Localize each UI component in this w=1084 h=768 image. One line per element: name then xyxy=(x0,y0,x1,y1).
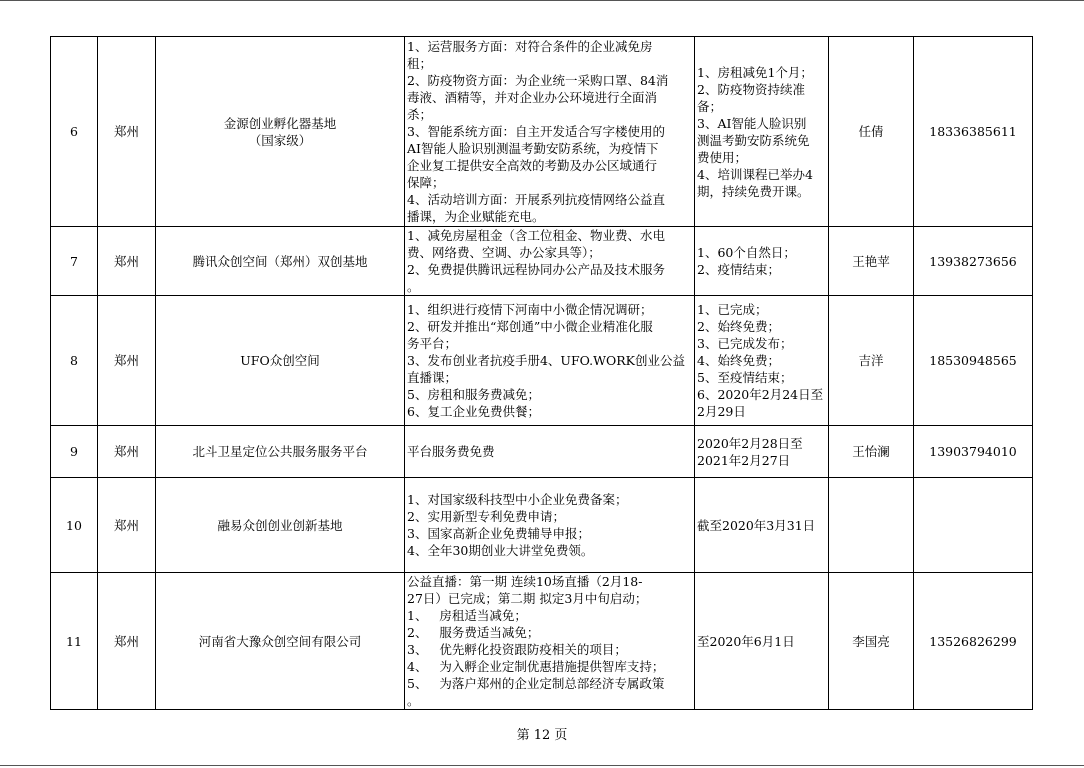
row-measures-cell xyxy=(405,478,695,573)
row-contact: 吉洋 xyxy=(829,296,914,426)
row-period-cell xyxy=(695,426,829,478)
row-phone: 13526826299 xyxy=(914,573,1033,710)
row-period: 截至2020年3月31日 xyxy=(697,517,816,533)
row-measures: 平台服务费免费 xyxy=(407,444,495,459)
row-period: 1、60个自然日； 2、疫情结束； xyxy=(697,245,796,277)
policy-table xyxy=(50,36,1033,710)
row-measures-cell xyxy=(405,227,695,296)
row-index: 8 xyxy=(51,296,98,426)
row-name-cell xyxy=(156,37,405,227)
row-name: 金源创业孵化器基地 （国家级） xyxy=(223,115,337,148)
row-period-cell xyxy=(695,478,829,573)
row-name-cell xyxy=(156,478,405,573)
row-city: 郑州 xyxy=(98,478,156,573)
row-period: 2020年2月28日至 2021年2月27日 xyxy=(697,435,803,468)
row-city: 郑州 xyxy=(98,426,156,478)
row-measures-cell xyxy=(405,296,695,426)
row-period-cell xyxy=(695,573,829,710)
row-measures: 公益直播：第一期 连续10场直播（2月18- 27日）已完成；第二期 拟定3月中旬启动； 1、 房租适当减免； 2、 服务费适当减免； 3、 优先孵化投资跟防疫相关的项目； 4、 为入孵企业定制优惠措施提供智库支持； 5、 为落户郑州的企业定制总部经济专属政策 。 xyxy=(407,574,665,708)
row-name-cell xyxy=(156,227,405,296)
row-contact: 任倩 xyxy=(829,37,914,227)
row-measures: 1、组织进行疫情下河南中小微企情况调研； 2、研发并推出“郑创通”中小微企业精准化服 务平台； 3、发布创业者抗疫手册4、UFO.WORK创业公益 直播课； 5、房租和服务费减免； 6、复工企业免费供餐； xyxy=(407,302,685,419)
row-name-cell xyxy=(156,426,405,478)
row-period: 1、房租减免1个月； 2、防疫物资持续准 备； 3、AI智能人脸识别 测温考勤安防系统免 费使用； 4、培训课程已举办4 期，持续免费开课。 xyxy=(697,64,813,199)
row-period: 至2020年6月1日 xyxy=(697,633,795,649)
table-row xyxy=(51,573,1033,710)
row-index: 7 xyxy=(51,227,98,296)
row-index: 11 xyxy=(51,573,98,710)
row-phone: 18530948565 xyxy=(914,296,1033,426)
row-phone xyxy=(914,478,1033,573)
row-name-cell xyxy=(156,573,405,710)
table-row xyxy=(51,478,1033,573)
row-measures: 1、运营服务方面：对符合条件的企业减免房 租； 2、防疫物资方面：为企业统一采购口罩、84消 毒液、酒精等，并对企业办公环境进行全面消 杀； 3、智能系统方面：自主开发适合写字楼使用的 AI智能人脸识别测温考勤安防系统，为疫情下 企业复工提供安全高效的考勤及办公区域通行 保障； 4、活动培训方面：开展系列抗疫情网络公益直 播课，为企业赋能充电。 xyxy=(407,39,669,224)
table-row xyxy=(51,227,1033,296)
bottom-rule xyxy=(0,765,1084,766)
row-phone: 13903794010 xyxy=(914,426,1033,478)
row-city: 郑州 xyxy=(98,37,156,227)
row-name: 融易众创创业创新基地 xyxy=(217,517,343,533)
row-measures-cell xyxy=(405,37,695,227)
row-name-cell xyxy=(156,296,405,426)
row-name: 北斗卫星定位公共服务服务平台 xyxy=(192,444,368,459)
row-index: 10 xyxy=(51,478,98,573)
row-contact: 王怡澜 xyxy=(829,426,914,478)
page-number: 第 12 页 xyxy=(516,728,568,743)
row-measures: 1、对国家级科技型中小企业免费备案； 2、实用新型专利免费申请； 3、国家高新企业免费辅导申报； 4、全年30期创业大讲堂免费领。 xyxy=(407,492,628,558)
row-period-cell xyxy=(695,37,829,227)
row-contact: 王艳苹 xyxy=(829,227,914,296)
row-measures-cell xyxy=(405,426,695,478)
row-index: 9 xyxy=(51,426,98,478)
row-name: 河南省大豫众创空间有限公司 xyxy=(198,633,362,649)
row-index: 6 xyxy=(51,37,98,227)
row-city: 郑州 xyxy=(98,573,156,710)
row-name: UFO众创空间 xyxy=(240,353,320,368)
table-row xyxy=(51,296,1033,426)
row-phone: 13938273656 xyxy=(914,227,1033,296)
row-contact xyxy=(829,478,914,573)
row-period: 1、已完成； 2、始终免费； 3、已完成发布； 4、始终免费； 5、至疫情结束； 6、2020年2月24日至 2月29日 xyxy=(697,302,824,419)
row-city: 郑州 xyxy=(98,227,156,296)
table-row xyxy=(51,426,1033,478)
row-name: 腾讯众创空间（郑州）双创基地 xyxy=(192,253,368,269)
table-row xyxy=(51,37,1033,227)
row-phone: 18336385611 xyxy=(914,37,1033,227)
row-period-cell xyxy=(695,227,829,296)
row-measures-cell xyxy=(405,573,695,710)
row-contact: 李国亮 xyxy=(829,573,914,710)
top-rule xyxy=(0,0,1084,1)
row-city: 郑州 xyxy=(98,296,156,426)
row-measures: 1、减免房屋租金（含工位租金、物业费、水电 费、网络费、空调、办公家具等）； 2、免费提供腾讯远程协同办公产品及技术服务 。 xyxy=(407,228,665,294)
row-period-cell xyxy=(695,296,829,426)
